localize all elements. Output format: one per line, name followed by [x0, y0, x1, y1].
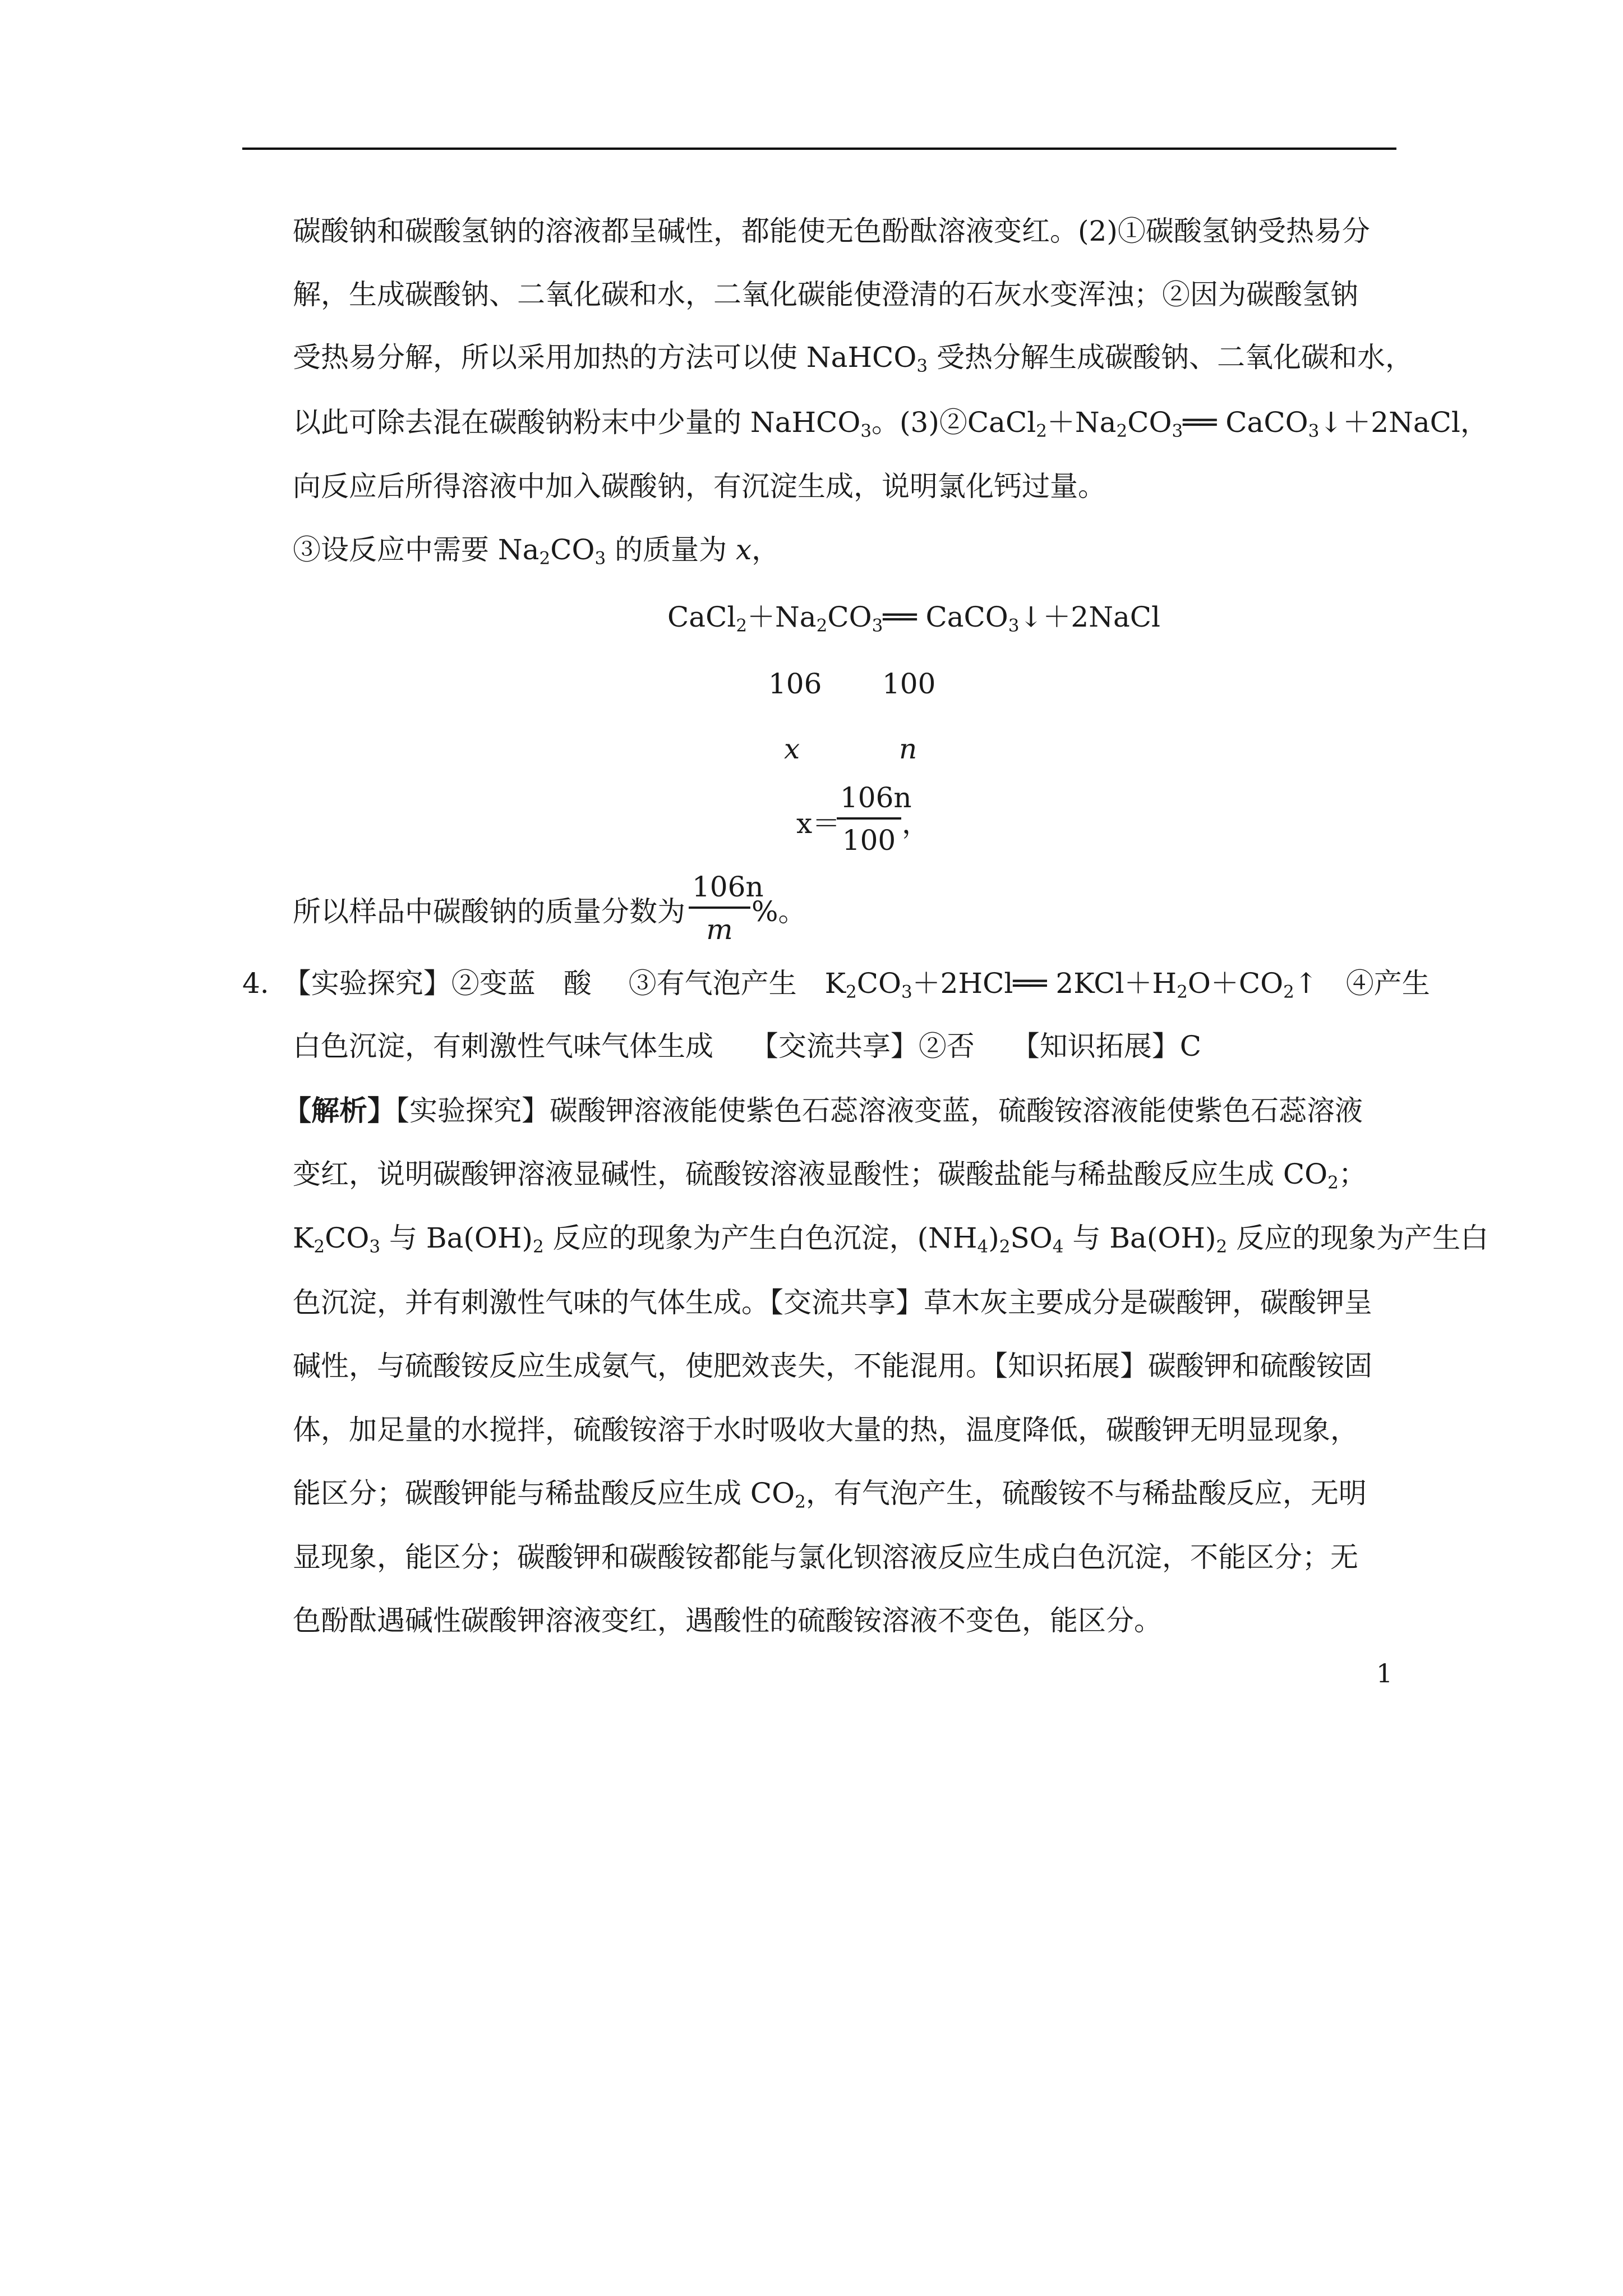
analysis-line: 能区分；碳酸钾能与稀盐酸反应生成 $CO_2$，有气泡产生，硫酸铵不与稀盐酸反应，无明 — [293, 1477, 1367, 1512]
text-line: 受热易分解，所以采用加热的方法可以使 NaHCO$_3$ 受热分解生成碳酸钠、二氧化碳和水， — [293, 341, 1413, 376]
page-number: 1 — [1376, 1658, 1393, 1688]
analysis-label: 【解析】 — [283, 1094, 395, 1127]
analysis-line: 【解析】【实验探究】碳酸钾溶液能使紫色石蕊溶液变蓝，硫酸铵溶液能使紫色石蕊溶液 — [283, 1094, 1363, 1127]
var-n: n — [899, 733, 917, 765]
eq-tail: ， — [902, 807, 930, 840]
analysis-line: 体，加足量的水搅拌，硫酸铵溶于水时吸收大量的热，温度降低，碳酸钾无明显现象， — [293, 1414, 1358, 1446]
answer-line: 白色沉淀，有刺激性气味气体生成 【交流共享】②否 【知识拓展】C — [293, 1030, 1202, 1062]
answer-line: 4. 【实验探究】②变蓝 酸 ③有气泡产生 $K_2CO_3+2HCl══$ $2KCl+H_2O+CO_2↑$ ④产生 — [242, 967, 1430, 1002]
eq-lhs: x＝ — [796, 807, 841, 840]
fraction-denominator: 100 — [842, 824, 896, 857]
text-line: 以此可除去混在碳酸钠粉末中少量的 NaHCO$_3$。$(3)②CaCl_2+Na_2CO_3══$ CaCO$_3$↓＋2NaCl， — [293, 406, 1488, 441]
text-line: 碳酸钠和碳酸氢钠的溶液都呈碱性，都能使无色酚酞溶液变红。(2)①碳酸氢钠受热易分 — [293, 215, 1370, 247]
analysis-line: 色酚酞遇碱性碳酸钾溶液变红，遇酸性的硫酸铵溶液不变色，能区分。 — [293, 1604, 1162, 1637]
fraction-numerator: 106n — [837, 784, 901, 820]
molar-mass-106: 106 — [768, 668, 822, 700]
analysis-line: 碱性，与硫酸铵反应生成氨气，使肥效丧失，不能混用。【知识拓展】碳酸钾和硫酸铵固 — [293, 1350, 1372, 1382]
chemical-equation: $CaCl_2+Na_2CO_3══$ CaCO$_3$↓＋2NaCl — [667, 601, 1161, 636]
analysis-line: $K_2CO_3$ 与 $Ba(OH)_2$ 反应的现象为产生白色沉淀，$(NH_4)_2SO_4$ 与 $Ba(OH)_2$ 反应的现象为产生白 — [293, 1222, 1489, 1257]
text-line: %。 — [751, 895, 806, 928]
analysis-line: 变红，说明碳酸钾溶液显碱性，硫酸铵溶液显酸性；碳酸盐能与稀盐酸反应生成 $CO_2$； — [293, 1158, 1367, 1193]
header-rule — [242, 148, 1396, 150]
molar-mass-100: 100 — [882, 668, 936, 700]
text-line: ③设反应中需要 $Na_2CO_3$ 的质量为 x， — [293, 533, 780, 569]
var-x: x — [784, 733, 800, 765]
text-line: 向反应后所得溶液中加入碳酸钠，有沉淀生成，说明氯化钙过量。 — [293, 470, 1106, 503]
fraction-x — [837, 781, 912, 857]
analysis-line: 色沉淀，并有刺激性气味的气体生成。【交流共享】草木灰主要成分是碳酸钾，碳酸钾呈 — [293, 1286, 1372, 1319]
text-line: 解，生成碳酸钠、二氧化碳和水，二氧化碳能使澄清的石灰水变浑浊；②因为碳酸氢钠 — [293, 278, 1358, 311]
fraction-denominator: m — [706, 913, 733, 946]
analysis-line: 显现象，能区分；碳酸钾和碳酸铵都能与氯化钡溶液反应生成白色沉淀，不能区分；无 — [293, 1541, 1358, 1573]
fraction-percent — [689, 871, 764, 946]
fraction-numerator: 106n — [689, 873, 750, 909]
text-line: 所以样品中碳酸钠的质量分数为 — [293, 895, 685, 928]
